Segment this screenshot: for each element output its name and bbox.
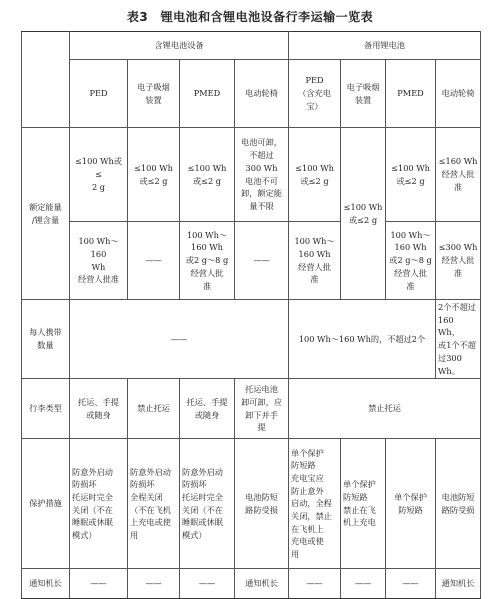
row-quantity-header: 每人携带 数量 — [22, 300, 70, 379]
corner-cell — [22, 32, 70, 128]
row-capacity-header: 额定能量 /锂含量 — [22, 128, 70, 300]
cell-cap1-spare-wheelchair: ≤160 Wh 经营人批 准 — [436, 128, 481, 222]
cell-type-ecig: 禁止托运 — [128, 379, 180, 439]
cell-type-ped: 托运、手提 或随身 — [70, 379, 128, 439]
cell-cap2-ecig: —— — [128, 222, 180, 300]
col-spare-pmed-header: PMED — [386, 60, 436, 128]
col-spare-ecig-header: 电子吸烟 装置 — [341, 60, 386, 128]
cell-cap1-spare-ped: ≤100 Wh 或≤2 g — [289, 128, 341, 222]
cell-measures-spare-ecig: 单个保护 防短路 禁止在飞 机上充电 — [341, 439, 386, 569]
cell-type-pmed: 托运、手提 或随身 — [180, 379, 235, 439]
cell-measures-spare-pmed: 单个保护 防短路 — [386, 439, 436, 569]
cell-notify-ped: —— — [70, 569, 128, 599]
row-notify-header: 通知机长 — [22, 569, 70, 599]
cell-notify-wheelchair: 通知机长 — [235, 569, 289, 599]
cell-quantity-spare: 100 Wh～160 Wh的，不超过2个 — [289, 300, 436, 379]
cell-measures-pmed: 防意外启动 防损坏 托运时完全 关闭（不在 睡眠或休眠 模式） — [180, 439, 235, 569]
col-ecig-header: 电子吸烟 装置 — [128, 60, 180, 128]
cell-measures-ped: 防意外启动 防损坏 托运时完全 关闭（不在 睡眠或休眠 模式） — [70, 439, 128, 569]
cell-quantity-device: —— — [70, 300, 289, 379]
cell-notify-spare-wheelchair: 通知机长 — [436, 569, 481, 599]
col-pmed-header: PMED — [180, 60, 235, 128]
cell-cap2-wheelchair: —— — [235, 222, 289, 300]
cell-cap1-ped: ≤100 Wh或≤ 2 g — [70, 128, 128, 222]
cell-quantity-spare-wheelchair: 2个不超过 160 Wh， 或1个不超 过300 Wh。 — [436, 300, 481, 379]
col-spare-ped-header: PED （含充电 宝） — [289, 60, 341, 128]
cell-cap1-wheelchair: 电池可卸， 不超过 300 Wh 电池不可 卸，额定能 量不限 — [235, 128, 289, 222]
cell-measures-ecig: 防意外启动 防损坏 全程关闭 （不在飞机 上充电或使 用 — [128, 439, 180, 569]
cell-measures-spare-wheelchair: 电池防短 路防受损 — [436, 439, 481, 569]
cell-cap2-ped: 100 Wh～160 Wh 经营人批准 — [70, 222, 128, 300]
lithium-battery-table — [21, 31, 481, 599]
cell-cap-spare-ecig: ≤100 Wh 或≤2 g — [341, 128, 386, 300]
col-spare-wheelchair-header: 电动轮椅 — [436, 60, 481, 128]
cell-type-wheelchair: 托运电池 卸可卸，应 卸下并手 提 — [235, 379, 289, 439]
table-title: 表3 锂电池和含锂电池设备行李运输一览表 — [126, 10, 374, 24]
cell-measures-wheelchair: 电池防短 路防受损 — [235, 439, 289, 569]
cell-notify-spare-ecig: —— — [341, 569, 386, 599]
cell-cap2-spare-pmed: 100 Wh～ 160 Wh 或2 g～8 g 经营人批 准 — [386, 222, 436, 300]
col-ped-header: PED — [70, 60, 128, 128]
cell-cap2-spare-ped: 100 Wh～ 160 Wh 经营人批 准 — [289, 222, 341, 300]
cell-cap2-pmed: 100 Wh～ 160 Wh 或2 g～8 g 经营人批 准 — [180, 222, 235, 300]
group-spare-header: 备用锂电池 — [289, 32, 481, 60]
cell-measures-spare-ped: 单个保护 防短路 充电宝应 防止意外 启动，全程 关闭，禁止 在飞机上 充电或使 用 — [289, 439, 341, 569]
col-wheelchair-header: 电动轮椅 — [235, 60, 289, 128]
row-measures-header: 保护措施 — [22, 439, 70, 569]
cell-cap1-pmed: ≤100 Wh 或≤2 g — [180, 128, 235, 222]
cell-notify-pmed: —— — [180, 569, 235, 599]
cell-notify-spare-ped: —— — [289, 569, 341, 599]
cell-cap1-ecig: ≤100 Wh 或≤2 g — [128, 128, 180, 222]
cell-type-spare: 禁止托运 — [289, 379, 481, 439]
cell-cap1-spare-pmed: ≤100 Wh 或≤2 g — [386, 128, 436, 222]
cell-cap2-spare-wheelchair: ≤300 Wh 经营人批 准 — [436, 222, 481, 300]
cell-notify-spare-pmed: —— — [386, 569, 436, 599]
group-device-header: 含锂电池设备 — [70, 32, 289, 60]
cell-notify-ecig: —— — [128, 569, 180, 599]
row-type-header: 行李类型 — [22, 379, 70, 439]
